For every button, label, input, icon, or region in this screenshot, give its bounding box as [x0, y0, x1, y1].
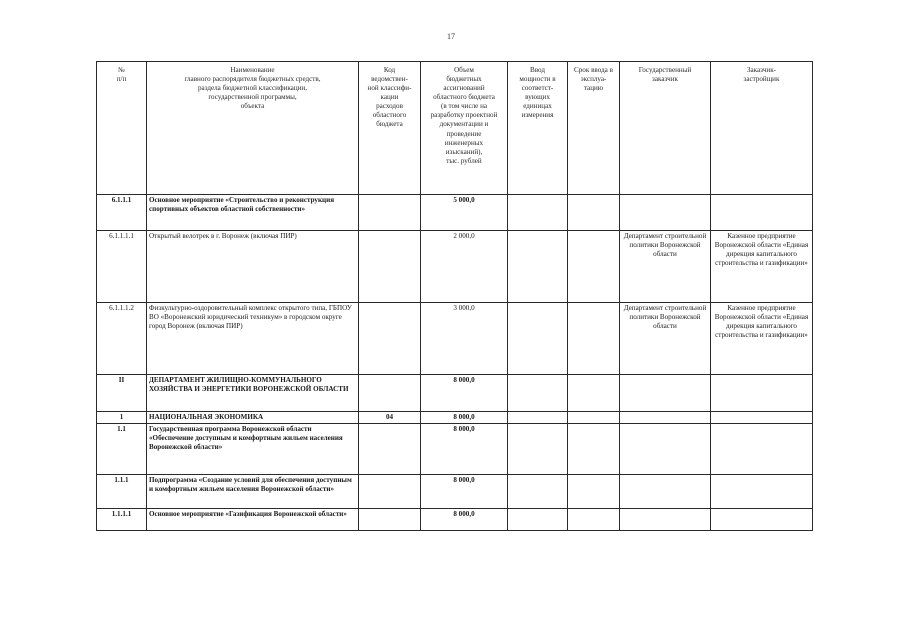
cell-volume: 8 000,0 [421, 375, 508, 412]
cell-term [568, 195, 620, 231]
cell-customer [620, 195, 711, 231]
cell-term [568, 424, 620, 475]
cell-customer [620, 509, 711, 531]
cell-volume: 8 000,0 [421, 475, 508, 509]
cell-capacity [508, 509, 568, 531]
cell-developer [711, 412, 813, 424]
cell-term [568, 303, 620, 375]
cell-num: 6.1.1.1.2 [97, 303, 147, 375]
cell-customer [620, 412, 711, 424]
cell-name: НАЦИОНАЛЬНАЯ ЭКОНОМИКА [147, 412, 359, 424]
header-num: № п/п [97, 62, 147, 195]
cell-customer [620, 424, 711, 475]
table-row [97, 509, 813, 531]
cell-volume: 5 000,0 [421, 195, 508, 231]
cell-capacity [508, 231, 568, 303]
cell-volume: 8 000,0 [421, 424, 508, 475]
cell-name: Открытый велотрек в г. Воронеж (включая ПИР) [147, 231, 359, 303]
cell-code [359, 509, 421, 531]
cell-developer [711, 424, 813, 475]
cell-customer: Департамент строительной политики Воронежской области [620, 303, 711, 375]
header-customer: Государственный заказчик [620, 62, 711, 195]
cell-customer [620, 375, 711, 412]
cell-customer: Департамент строительной политики Воронежской области [620, 231, 711, 303]
cell-code [359, 303, 421, 375]
cell-capacity [508, 375, 568, 412]
table-row [97, 231, 813, 303]
table-row [97, 424, 813, 475]
cell-code [359, 424, 421, 475]
header-term: Срок ввода в эксплуа- тацию [568, 62, 620, 195]
cell-capacity [508, 475, 568, 509]
cell-num: 6.1.1.1.1 [97, 231, 147, 303]
cell-volume: 2 000,0 [421, 231, 508, 303]
cell-code [359, 195, 421, 231]
cell-volume: 8 000,0 [421, 509, 508, 531]
cell-code [359, 231, 421, 303]
cell-num: 1.1.1.1 [97, 509, 147, 531]
cell-capacity [508, 303, 568, 375]
cell-capacity [508, 412, 568, 424]
cell-code: 04 [359, 412, 421, 424]
cell-capacity [508, 195, 568, 231]
table-row [97, 303, 813, 375]
cell-term [568, 375, 620, 412]
cell-name: ДЕПАРТАМЕНТ ЖИЛИЩНО-КОММУНАЛЬНОГО ХОЗЯЙСТВА И ЭНЕРГЕТИКИ ВОРОНЕЖСКОЙ ОБЛАСТИ [147, 375, 359, 412]
cell-num: 6.1.1.1 [97, 195, 147, 231]
cell-term [568, 412, 620, 424]
header-name: Наименование главного распорядителя бюджетных средств, раздела бюджетной классификации, государственной программы, объекта [147, 62, 359, 195]
cell-developer [711, 509, 813, 531]
cell-num: 1.1 [97, 424, 147, 475]
cell-developer [711, 195, 813, 231]
header-volume: Объем бюджетных ассигнований областного бюджета (в том числе на разработку проектной документации и проведение инженерных изысканий), тыс. рублей [421, 62, 508, 195]
table-row [97, 375, 813, 412]
cell-name: Государственная программа Воронежской области «Обеспечение доступным и комфортным жильем населения Воронежской области» [147, 424, 359, 475]
header-capacity: Ввод мощности в соответст- вующих единицах измерения [508, 62, 568, 195]
cell-customer [620, 475, 711, 509]
header-developer: Заказчик- застройщик [711, 62, 813, 195]
table-header-row [97, 62, 813, 195]
table-row [97, 475, 813, 509]
page-number: 17 [447, 32, 455, 41]
table-row [97, 195, 813, 231]
cell-volume: 8 000,0 [421, 412, 508, 424]
cell-name: Подпрограмма «Создание условий для обеспечения доступным и комфортным жильем населения Воронежской области» [147, 475, 359, 509]
cell-developer: Казенное предприятие Воронежской области «Единая дирекция капитального строительства и газификации» [711, 231, 813, 303]
cell-term [568, 475, 620, 509]
cell-name: Основное мероприятие «Строительство и реконструкция спортивных объектов областной собственности» [147, 195, 359, 231]
cell-developer: Казенное предприятие Воронежской области «Единая дирекция капитального строительства и газификации» [711, 303, 813, 375]
header-code: Код ведомствен- ной классифи- кации расходов областного бюджета [359, 62, 421, 195]
objects-table [96, 61, 813, 531]
cell-name: Физкультурно-оздоровительный комплекс открытого типа, ГБПОУ ВО «Воронежский юридический техникум» в городском округе город Воронеж (включая ПИР) [147, 303, 359, 375]
cell-num: 1.1.1 [97, 475, 147, 509]
cell-name: Основное мероприятие «Газификация Воронежской области» [147, 509, 359, 531]
cell-num: II [97, 375, 147, 412]
cell-term [568, 231, 620, 303]
table-row [97, 412, 813, 424]
cell-capacity [508, 424, 568, 475]
cell-volume: 3 000,0 [421, 303, 508, 375]
cell-developer [711, 475, 813, 509]
cell-num: 1 [97, 412, 147, 424]
cell-code [359, 375, 421, 412]
cell-developer [711, 375, 813, 412]
cell-code [359, 475, 421, 509]
cell-term [568, 509, 620, 531]
